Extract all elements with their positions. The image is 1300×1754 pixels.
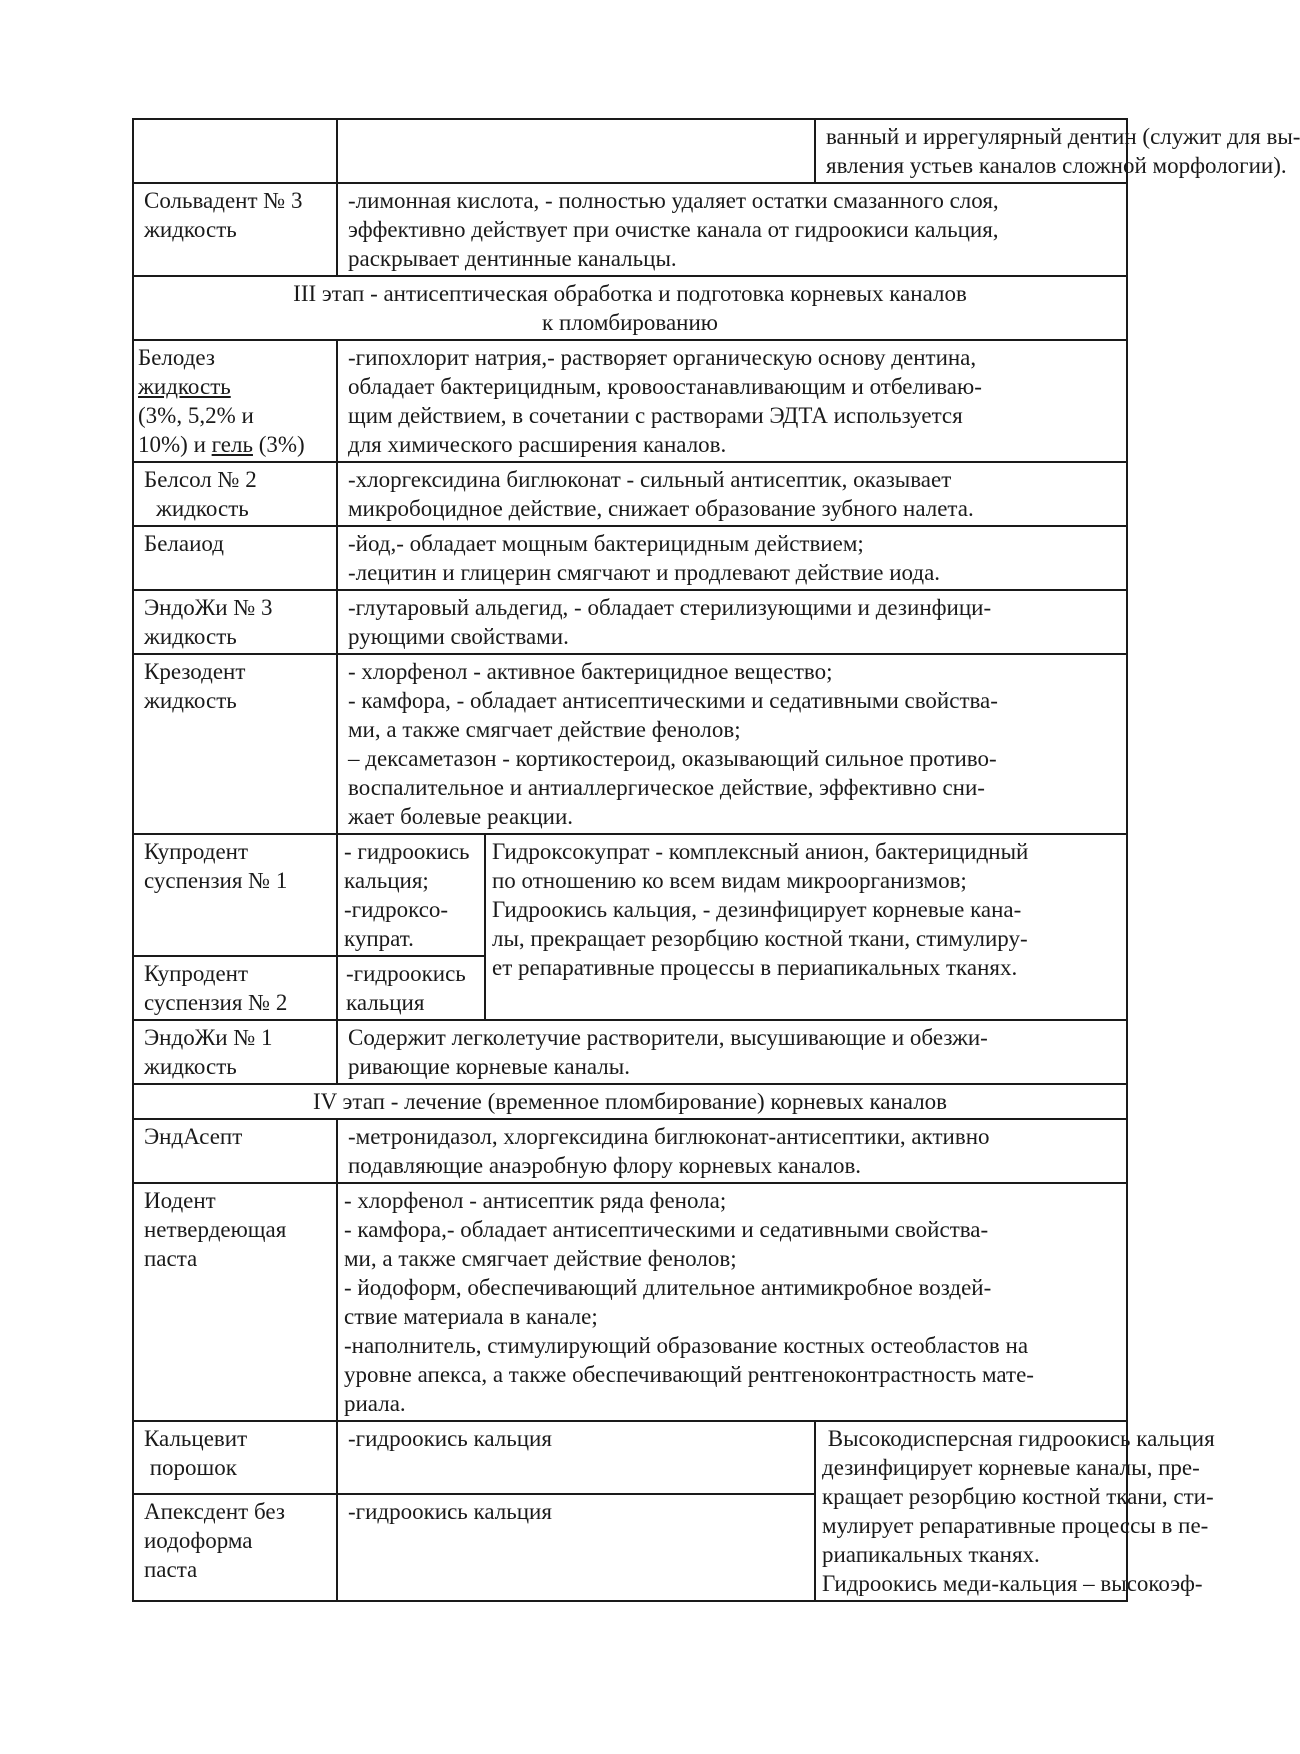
text-line: жидкость xyxy=(156,496,249,521)
cell-material-name xyxy=(133,340,337,462)
text-line: эффективно действует при очистке канала от гидроокиси кальция, xyxy=(348,217,999,242)
cell-empty xyxy=(133,119,337,183)
cell-description xyxy=(815,1421,1215,1601)
underlined-text: жидкость xyxy=(138,374,231,399)
text-line: порошок xyxy=(144,1455,237,1480)
stage-heading xyxy=(133,276,1127,340)
cell-description xyxy=(337,1020,1127,1084)
table-row xyxy=(133,1020,1127,1084)
text-line: ЭндоЖи № 1 xyxy=(144,1025,273,1050)
cell-composition xyxy=(337,1494,815,1601)
text-line: - гидроокись xyxy=(344,839,470,864)
text-line: Белодез xyxy=(138,345,216,370)
table-row xyxy=(133,340,1127,462)
text-line: Белаиод xyxy=(144,531,224,556)
text-line: -лимонная кислота, - полностью удаляет остатки смазанного слоя, xyxy=(348,188,999,213)
table-row xyxy=(133,654,1127,834)
cell-description xyxy=(337,340,1127,462)
text-line: микробоцидное действие, снижает образование зубного налета. xyxy=(348,496,974,521)
text-line: Белсол № 2 xyxy=(144,467,257,492)
text-line: дезинфицирует корневые каналы, пре- xyxy=(822,1455,1200,1480)
text-line: Купродент xyxy=(144,839,249,864)
text-line: суспензия № 1 xyxy=(144,868,288,893)
text-line: – дексаметазон - кортикостероид, оказывающий сильное противо- xyxy=(348,746,997,771)
text-line: обладает бактерицидным, кровоостанавливающим и отбеливаю- xyxy=(348,374,982,399)
text-line: Высокодисперсная гидроокись кальция xyxy=(822,1426,1215,1451)
text-line: -гидроксо- xyxy=(344,897,449,922)
text-line: к пломбированию xyxy=(542,310,718,335)
cell-description xyxy=(337,654,1127,834)
cell-material-name xyxy=(133,1421,337,1494)
text-line: -метронидазол, хлоргексидина биглюконат-антисептики, активно xyxy=(348,1124,990,1149)
text-line: Иодент xyxy=(144,1188,216,1213)
cell-description xyxy=(485,834,1127,1020)
cell-material-name xyxy=(133,1183,337,1421)
text-line xyxy=(138,372,326,401)
underlined-text: гель xyxy=(211,432,253,457)
text-line: кальция; xyxy=(344,868,429,893)
text-line: Крезодент xyxy=(144,659,246,684)
cell-material-name xyxy=(133,1020,337,1084)
cell-description xyxy=(337,462,1127,526)
text-line: мулирует репаративные процессы в пе- xyxy=(822,1513,1209,1538)
text-line: Апексдент без xyxy=(144,1499,285,1525)
cell-material-name xyxy=(133,956,337,1020)
text-line: воспалительное и антиаллергическое действие, эффективно сни- xyxy=(348,775,985,800)
text-line: -хлоргексидина биглюконат - сильный антисептик, оказывает xyxy=(348,467,952,492)
text-line: Содержит легколетучие растворители, высушивающие и обезжи- xyxy=(348,1025,988,1050)
table-row xyxy=(133,590,1127,654)
cell-material-name xyxy=(133,526,337,590)
text-part: (3%) xyxy=(252,432,305,457)
text-line: щим действием, в сочетании с растворами ЭДТА используется xyxy=(348,403,963,428)
table-row xyxy=(133,119,1127,183)
materials-table xyxy=(132,118,1300,1602)
table-row xyxy=(133,462,1127,526)
text-line: -лецитин и глицерин смягчают и продлевают действие иода. xyxy=(348,560,941,585)
table-row xyxy=(133,183,1127,276)
text-line: ет репаративные процессы в периапикальных тканях. xyxy=(492,955,1018,980)
text-line: купрат. xyxy=(344,926,414,951)
text-line: риала. xyxy=(344,1391,406,1416)
cell-description xyxy=(337,526,1127,590)
cell-material-name xyxy=(133,654,337,834)
text-line: жает болевые реакции. xyxy=(348,804,574,829)
table-row xyxy=(133,834,1127,956)
cell-description xyxy=(337,1119,1127,1183)
text-line: жидкость xyxy=(144,688,237,713)
cell-material-name xyxy=(133,590,337,654)
text-line: уровне апекса, а также обеспечивающий рентгеноконтрастность мате- xyxy=(344,1362,1034,1387)
text-line: суспензия № 2 xyxy=(144,990,288,1015)
cell-material-name xyxy=(133,834,337,956)
cell-description xyxy=(337,183,1127,276)
text-line: Сольвадент № 3 xyxy=(144,188,303,213)
text-line: -наполнитель, стимулирующий образование костных остеобластов на xyxy=(344,1333,1029,1358)
text-line: нетвердеющая xyxy=(144,1217,287,1242)
cell-composition xyxy=(337,956,485,1020)
text-line: Гидроксокупрат - комплексный анион, бактерицидный xyxy=(492,839,1029,864)
text-line: паста xyxy=(144,1557,198,1583)
text-line: лы, прекращает резорбцию костной ткани, стимулиру- xyxy=(492,926,1028,951)
text-line: подавляющие анаэробную флору корневых каналов. xyxy=(348,1153,862,1178)
table-row xyxy=(133,1183,1127,1421)
text-line: кальция xyxy=(346,990,425,1015)
stage-heading xyxy=(133,1084,1127,1119)
text-line: - хлорфенол - активное бактерицидное вещество; xyxy=(348,659,833,684)
text-line xyxy=(138,430,326,459)
text-line: Купродент xyxy=(144,961,249,986)
text-line: - камфора, - обладает антисептическими и седативными свойства- xyxy=(348,688,998,713)
text-line: риапикальных тканях. xyxy=(822,1542,1040,1567)
table-row xyxy=(133,1119,1127,1183)
cell-empty xyxy=(337,119,815,183)
cell-material-name xyxy=(133,1494,337,1601)
text-line: для химического расширения каналов. xyxy=(348,432,727,457)
text-line: Гидроокись меди-кальция – высокоэф- xyxy=(822,1571,1203,1596)
table-row xyxy=(133,526,1127,590)
text-line: жидкость xyxy=(144,1054,237,1079)
text-line: - йодоформ, обеспечивающий длительное антимикробное воздей- xyxy=(344,1275,992,1300)
text-line: -гидроокись кальция xyxy=(348,1426,552,1451)
text-line: ми, а также смягчает действие фенолов; xyxy=(344,1246,737,1271)
text-line: иодоформа xyxy=(144,1528,253,1554)
text-line: - хлорфенол - антисептик ряда фенола; xyxy=(344,1188,727,1213)
text-line: ривающие корневые каналы. xyxy=(348,1054,630,1079)
text-line: III этап - антисептическая обработка и подготовка корневых каналов xyxy=(293,281,967,306)
text-line: ми, а также смягчает действие фенолов; xyxy=(348,717,741,742)
text-line: раскрывает дентинные канальцы. xyxy=(348,246,677,271)
table-row xyxy=(133,1084,1127,1119)
text-line: Кальцевит xyxy=(144,1426,248,1451)
text-line: (3%, 5,2% и xyxy=(138,403,254,428)
text-line: -гидроокись кальция xyxy=(348,1499,552,1525)
cell-material-name xyxy=(133,1119,337,1183)
text-line: -гипохлорит натрия,- растворяет органическую основу дентина, xyxy=(348,345,977,370)
cell-description xyxy=(337,1183,1127,1421)
cell-composition xyxy=(337,1421,815,1494)
table-row xyxy=(133,276,1127,340)
text-line: жидкость xyxy=(144,217,237,242)
cell-description xyxy=(815,119,1300,183)
text-line: -йод,- обладает мощным бактерицидным действием; xyxy=(348,531,864,556)
cell-material-name xyxy=(133,462,337,526)
cell-composition xyxy=(337,834,485,956)
text-line: паста xyxy=(144,1246,198,1271)
text-line: жидкость xyxy=(144,624,237,649)
text-part: 10%) и xyxy=(138,432,212,457)
text-line: явления устьев каналов сложной морфологии). xyxy=(826,153,1287,178)
text-line: ванный и иррегулярный дентин (служит для вы- xyxy=(826,124,1300,149)
text-line: -гидроокись xyxy=(346,961,466,986)
text-line: ЭндАсепт xyxy=(144,1124,243,1149)
text-line: IV этап - лечение (временное пломбирование) корневых каналов xyxy=(312,1089,948,1114)
text-line: по отношению ко всем видам микроорганизмов; xyxy=(492,868,967,893)
text-line: рующими свойствами. xyxy=(348,624,569,649)
text-line: ЭндоЖи № 3 xyxy=(144,595,273,620)
text-line: -глутаровый альдегид, - обладает стерилизующими и дезинфици- xyxy=(348,595,992,620)
text-line: Гидроокись кальция, - дезинфицирует корневые кана- xyxy=(492,897,1022,922)
text-line: кращает резорбцию костной ткани, сти- xyxy=(822,1484,1214,1509)
text-line: - камфора,- обладает антисептическими и седативными свойства- xyxy=(344,1217,989,1242)
cell-material-name xyxy=(133,183,337,276)
table-row xyxy=(133,1421,1127,1494)
cell-description xyxy=(337,590,1127,654)
text-line: ствие материала в канале; xyxy=(344,1304,598,1329)
